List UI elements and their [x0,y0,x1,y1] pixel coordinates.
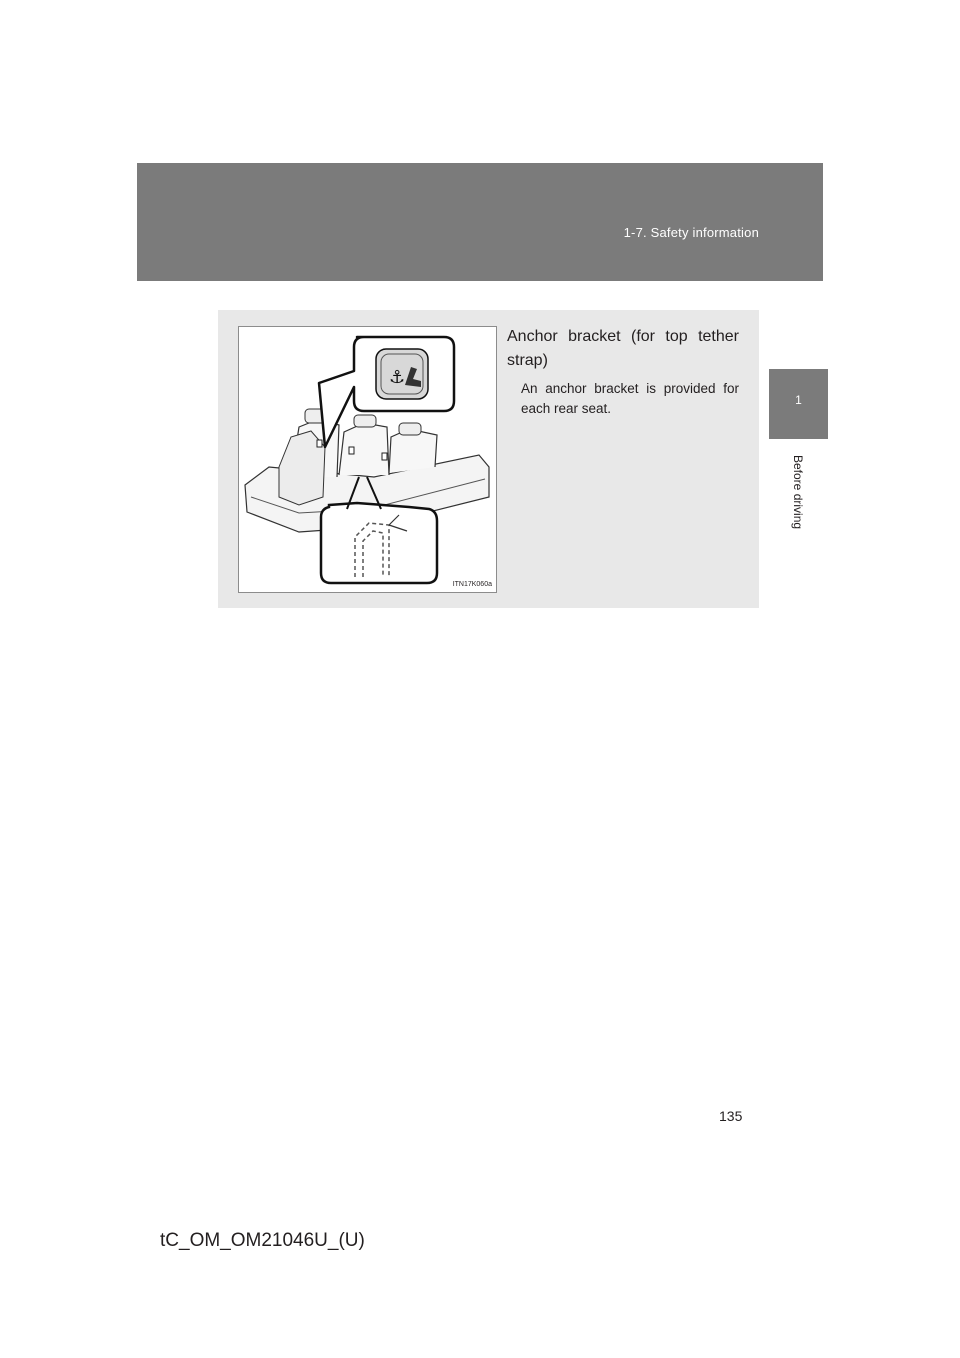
chapter-label-area [769,455,828,565]
chapter-number: 1 [795,393,802,407]
chapter-label: Before driving [791,455,805,530]
svg-text:⚓: ⚓ [389,367,406,388]
item-description: An anchor bracket is provided for each rear seat. [521,381,739,416]
chapter-tab [769,369,828,439]
anchor-bracket-illustration [238,326,497,593]
header-band [137,163,823,281]
item-heading: Anchor bracket (for top tether strap) [507,328,739,369]
figure-code: ITN17K060a [452,581,492,588]
rear-seat-drawing [239,327,496,592]
document-code: tC_OM_OM21046U_(U) [160,1230,365,1251]
section-title: 1-7. Safety information [623,225,759,240]
page-number: 135 [719,1108,743,1124]
